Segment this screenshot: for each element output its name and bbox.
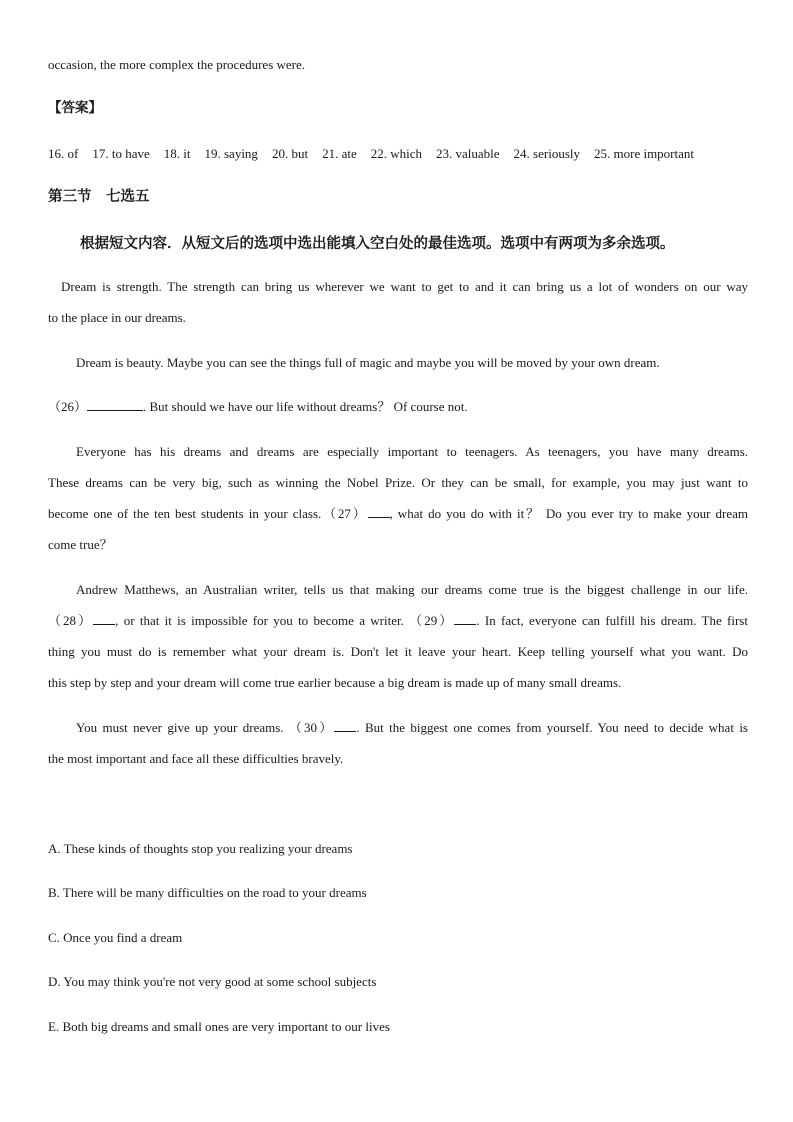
passage-line: Dream is strength. The strength can bring us wherever we want to get to and it can bring us a lot of wonders on our way: [61, 279, 748, 294]
continued-text: occasion, the more complex the procedures were.: [48, 57, 306, 72]
paragraph-5: [48, 582, 748, 706]
paragraph-4: [48, 444, 748, 568]
paragraph-6: [48, 720, 748, 782]
passage-line: the most important and face all these difficulties bravely.: [48, 751, 344, 766]
passage-text: You must never give up your dreams. （30）: [76, 720, 335, 735]
passage-text: , or that it is impossible for you to become a writer. （29）: [115, 613, 455, 628]
paragraph-1: [48, 279, 748, 341]
question-26-line: [48, 399, 468, 415]
answer-item: 25. more important: [594, 146, 695, 161]
passage-text: become one of the ten best students in your class.（27）: [48, 506, 368, 521]
option-e: E. Both big dreams and small ones are very important to our lives: [48, 1019, 390, 1034]
question-text: . But should we have our life without dreams？ Of course not.: [143, 399, 468, 414]
passage-line: [48, 506, 748, 537]
blank-29: [454, 613, 476, 625]
blank-27: [368, 506, 390, 518]
passage-line: Andrew Matthews, an Australian writer, tells us that making our dreams come true is the biggest challenge in our life.: [76, 582, 748, 597]
passage-text: . In fact, everyone can fulfill his dream. The first: [476, 613, 748, 628]
answer-item: 23. valuable: [436, 146, 500, 161]
passage-text: , what do you do with it？ Do you ever try to make your dream: [389, 506, 748, 521]
blank-26: [87, 399, 143, 411]
passage-line: come true？: [48, 537, 113, 552]
option-b: B. There will be many difficulties on the road to your dreams: [48, 885, 367, 900]
question-number: （28）: [48, 613, 94, 628]
passage-line: thing you must do is remember what your dream is. Don't let it leave your heart. Keep telling yourself what you want. Do: [48, 644, 748, 659]
option-a: A. These kinds of thoughts stop you realizing your dreams: [48, 841, 353, 856]
blank-30: [334, 720, 356, 732]
answer-list: [48, 146, 694, 162]
passage-line: [48, 613, 748, 644]
answer-item: 21. ate: [322, 146, 357, 161]
answer-item: 22. which: [370, 146, 422, 161]
passage-line: this step by step and your dream will come true earlier because a big dream is made up of many small dreams.: [48, 675, 622, 690]
blank-28: [93, 613, 115, 625]
answer-heading: 【答案】: [48, 100, 102, 116]
paragraph-2: Dream is beauty. Maybe you can see the things full of magic and maybe you will be moved by your own dream.: [76, 355, 660, 370]
option-d: D. You may think you're not very good at some school subjects: [48, 974, 377, 989]
answer-item: 20. but: [271, 146, 309, 161]
section-title: 第三节 七选五: [48, 189, 150, 205]
answer-item: 19. saying: [204, 146, 258, 161]
passage-text: . But the biggest one comes from yourself. You need to decide what is: [356, 720, 748, 735]
passage-line: These dreams can be very big, such as winning the Nobel Prize. Or they can be small, for example, you may just want to: [48, 475, 748, 490]
answer-item: 24. seriously: [513, 146, 580, 161]
question-number: （26）: [48, 399, 88, 414]
answer-item: 18. it: [163, 146, 191, 161]
passage-line: to the place in our dreams.: [48, 310, 186, 325]
passage-line: [48, 720, 748, 751]
answer-item: 17. to have: [92, 146, 150, 161]
instructions: 根据短文内容．从短文后的选项中选出能填入空白处的最佳选项。选项中有两项为多余选项。: [80, 236, 675, 252]
passage-line: Everyone has his dreams and dreams are especially important to teenagers. As teenagers, you have many dreams.: [76, 444, 748, 459]
option-c: C. Once you find a dream: [48, 930, 183, 945]
answer-item: 16. of: [48, 146, 79, 161]
